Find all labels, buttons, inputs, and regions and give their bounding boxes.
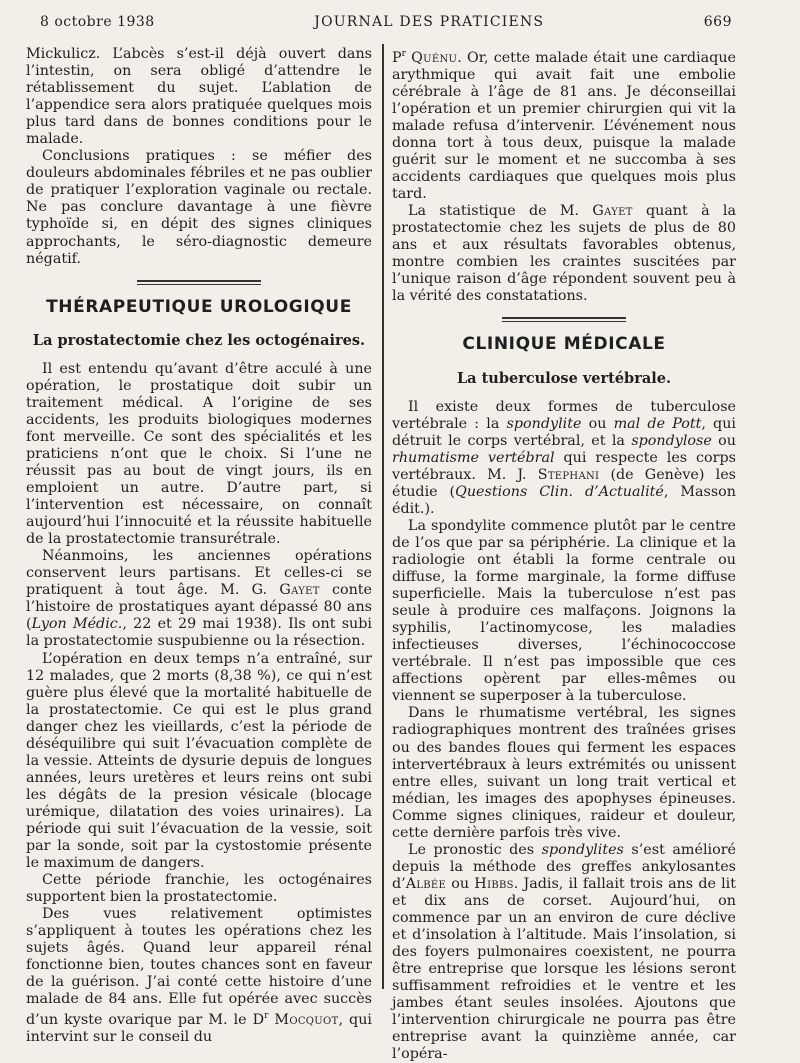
section-separator	[502, 317, 626, 322]
author-name: Albée	[405, 875, 447, 892]
section-separator	[137, 280, 261, 285]
page-number: 669	[703, 14, 732, 30]
paragraph: Cette période franchie, les octogénaires supportent bien la prostatectomie.	[26, 872, 372, 906]
paragraph: $P^r$ Quénu. Or, cette malade était une cardiaque arythmique qui avait fait une embolie cérébrale à l’âge de 81 ans. Je déconseillai l’opération et un premier chirurgien qui vit la malade refusa d’intervenir. L’événement nous donna tort à tous deux, puisque la malade guérit sur le moment et ne succomba à ses accidents cardiaques que quelques mois plus tard.	[392, 49, 736, 203]
journal-reference: Lyon Médic.	[31, 616, 123, 633]
paragraph: L’opération en deux temps n’a entraîné, sur 12 malades, que 2 morts (8,38 %), ce qui n’est guère plus élevé que la mortalité habituelle de la prostatectomie. Ce qui est le plus grand danger chez les vieillards, c’est la période de déséquilibre qui suit l’évacuation complète de la vessie. Atteints de dysurie depuis de longues années, leurs uretères et leurs reins ont subi les dégâts de la presion vésicale (blocage urémique, dilatation des voies urinaires). La période qui suit l’évacuation de la vessie, soit par la sonde, soit par la cystostomie présente le maximum de dangers.	[26, 650, 372, 872]
paragraph: Mickulicz. L’abcès s’est-il déjà ouvert dans l’intestin, on sera obligé d’attendre le rétablissement du sujet. L’ablation de l’appendice sera alors pratiquée quelques mois plus tard dans de bonnes conditions pour le malade.	[26, 46, 372, 148]
paragraph: La statistique de M. Gayet quant à la prostatectomie chez les sujets de plus de 80 ans et aux résultats favorables obtenus, montre combien les craintes suscitées par l’unique raison d’âge répondent souvent peu à la vérité des constatations.	[392, 203, 736, 305]
author-name: Gayet	[279, 582, 320, 599]
paragraph: Il existe deux formes de tuberculose vertébrale : la spondylite ou mal de Pott, qui détruit le corps vertébral, et la spondylose ou rhumatisme vertébral qui respecte les corps vertébraux. M. J. Stephani (de Genève) les étudie (Questions Clin. d’Actualité, Masson édit.).	[392, 398, 736, 517]
article-title-tuberculose: La tuberculose vertébrale.	[456, 369, 672, 387]
paragraph: Dans le rhumatisme vertébral, les signes radiographiques montrent des traînées grises ou des bandes floues qui ferment les espaces intervertébraux à leurs extrémités ou unissent entre elles, suivant un long trait vertical et médian, les images des apophyses épineuses. Comme signes cliniques, raideur et douleur, cette dernière parfois très vive.	[392, 705, 736, 841]
running-header	[40, 14, 732, 30]
author-name: Stephani	[537, 466, 600, 483]
right-column	[392, 46, 736, 1063]
paragraph: Le pronostic des spondylites s’est amélioré depuis la méthode des greffes ankylosantes d’Albée ou Hibbs. Jadis, il fallait trois ans de lit et dix ans de corset. Aujourd’hui, on commence par un an environ de cure déclive et d’insolation à l’altitude. Mais l’insolation, si des foyers pulmonaires coexistent, ne pourra être entreprise que lorsque les lésions seront suffisamment refroidies et le ventre et les jambes étant seules insolées. Ajoutons que l’intervention chirurgicale ne pourra pas être entreprise avant la quinzième année, car l’opéra-	[392, 841, 736, 1063]
article-title-prostatectomie: La prostatectomie chez les octogénaires.	[32, 331, 366, 349]
paragraph: Il est entendu qu’avant d’être acculé à une opération, le prostatique doit subir un traitement médical. A l’origine de ses accidents, les produits biologiques modernes font merveille. Ce sont des spécialités et les praticiens n’ont que le choix. Si l’une ne réussit pas au bout de vingt jours, ils en emploient un autre. D’autre part, si l’intervention est nécessaire, on connaît aujourd’hui l’innocuité et la réussite habituelle de la prostatectomie transurétrale.	[26, 360, 372, 548]
journal-title: JOURNAL DES PRATICIENS	[314, 14, 545, 30]
paragraph: Des vues relativement optimistes s’appliquent à toutes les opérations chez les sujets âgés. Quand leur appareil rénal fonctionne bien, toutes chances sont en faveur de la guérison. J’ai conté cette histoire d’une malade de 84 ans. Elle fut opérée avec succès d’un kyste ovarique par M. le $D^r$ Mocquot, qui intervint sur le conseil du	[26, 906, 372, 1046]
left-column	[26, 46, 372, 1046]
author-name: Quénu	[411, 49, 458, 66]
journal-reference: Questions Clin. d’Actualité	[455, 483, 664, 500]
column-divider	[382, 44, 384, 989]
paragraph: Néanmoins, les anciennes opérations conservent leurs partisans. Et celles-ci se pratiquent à tout âge. M. G. Gayet conte l’histoire de prostatiques ayant dépassé 80 ans (Lyon Médic., 22 et 29 mai 1938). Ils ont subi la prostatectomie suspubienne ou la résection.	[26, 548, 372, 650]
section-title-urologie: THÉRAPEUTIQUE UROLOGIQUE	[46, 296, 352, 317]
section-title-clinique: CLINIQUE MÉDICALE	[462, 334, 666, 355]
author-name: Mocquot	[274, 1012, 339, 1029]
paragraph: Conclusions pratiques : se méfier des douleurs abdominales fébriles et ne pas oublier de pratiquer l’exploration vaginale ou rectale. Ne pas conclure davantage à une fièvre typhoïde si, en dépit des signes cliniques approchants, le séro-diagnostic demeure négatif.	[26, 148, 372, 267]
paragraph: La spondylite commence plutôt par le centre de l’os que par sa périphérie. La clinique et la radiologie ont établi la forme centrale ou diffuse, la forme marginale, la forme diffuse superficielle. Mais la tuberculose n’est pas seule à produire ces malfaçons. Joignons la syphilis, l’actinomycose, les maladies infectieuses diverses, l’échinococcose vertébrale. Il n’est pas impossible que ces affections opèrent par elles-mêmes ou viennent se superposer à la tuberculose.	[392, 517, 736, 705]
issue-date: 8 octobre 1938	[40, 14, 155, 30]
author-name: Gayet	[592, 203, 633, 220]
author-name: Hibbs	[474, 875, 514, 892]
